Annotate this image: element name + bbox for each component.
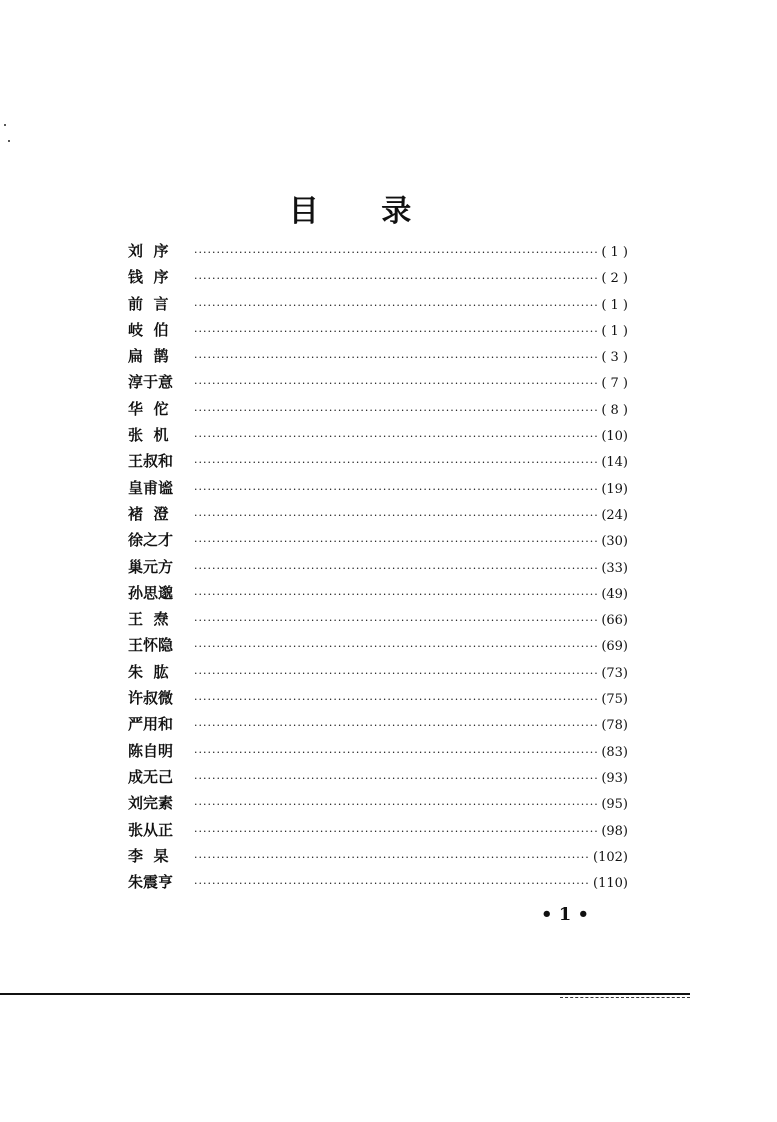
toc-entry-name: 钱 序 [128,268,169,287]
page-title: 目 录 [288,194,438,229]
toc-entry-page: (95) [601,797,628,813]
dot-leader [194,246,597,259]
dot-leader [194,640,597,653]
toc-entry[interactable] [128,687,628,713]
toc-entry-page: (19) [601,481,628,497]
toc-entry-name: 刘 序 [128,242,169,260]
toc-entry-page: (14) [601,455,628,471]
toc-entry-name: 徐之才 [128,531,174,550]
toc-entry-page: (78) [601,718,628,734]
toc-entry-name: 褚 澄 [128,504,169,523]
toc-entry[interactable] [128,740,628,766]
toc-entry-page: ( 1 ) [601,245,628,260]
toc-entry[interactable] [128,266,628,292]
dot-leader [194,483,597,496]
toc-entry-page: (33) [601,560,628,576]
toc-entry-name: 严用和 [128,715,174,734]
scan-speck [4,124,6,126]
toc-entry-name: 岐 伯 [128,320,169,339]
toc-entry-name: 张 机 [128,426,169,445]
toc-entry-page: (69) [601,639,628,655]
toc-entry[interactable] [128,477,628,503]
dot-leader [194,719,597,732]
toc-entry-page: ( 2 ) [601,271,628,287]
toc-entry-name: 成无己 [128,767,174,786]
dot-leader [194,456,597,469]
toc-entry-page: (75) [601,692,628,708]
dot-leader [194,430,597,443]
toc-entry-page: (110) [593,876,628,892]
toc-entry[interactable] [128,345,628,371]
dot-leader [194,851,589,864]
dot-leader [194,404,597,417]
toc-entry-name: 许叔微 [128,689,174,708]
toc-entry[interactable] [128,845,628,871]
dot-leader [194,614,597,627]
toc-entry-name: 前 言 [128,294,169,313]
dot-leader [194,351,597,364]
toc-entry-page: ( 1 ) [601,297,628,313]
toc-entry-page: ( 7 ) [601,376,628,392]
toc-entry[interactable] [128,792,628,818]
toc-entry[interactable] [128,634,628,660]
toc-entry-page: ( 1 ) [601,323,628,339]
dot-leader [194,746,597,759]
toc-entry[interactable] [128,608,628,634]
toc-entry[interactable] [128,819,628,845]
toc-entry[interactable] [128,661,628,687]
dot-leader [194,509,597,522]
toc-entry-name: 朱震亨 [128,873,174,892]
dot-leader [194,798,597,811]
toc-entry-page: (83) [601,744,628,760]
toc-entry-page: (10) [601,429,628,445]
toc-entry-name: 孙思邈 [128,583,174,602]
toc-entry-name: 刘完素 [128,794,174,813]
bottom-rule [0,993,690,995]
toc-entry-page: (66) [601,613,628,629]
toc-entry-page: (30) [601,534,628,550]
toc-entry-page: (98) [601,823,628,839]
toc-entry[interactable] [128,713,628,739]
toc-entry[interactable] [128,371,628,397]
toc-entry[interactable] [128,582,628,608]
dot-leader [194,877,589,890]
toc-entry-page: ( 3 ) [601,350,628,366]
toc-entry-name: 朱 肱 [128,662,169,681]
toc-entry-page: (73) [601,665,628,681]
table-of-contents [128,240,628,897]
bottom-rule-tail [560,997,690,999]
toc-entry[interactable] [128,424,628,450]
toc-entry[interactable] [128,319,628,345]
toc-entry[interactable] [128,450,628,476]
toc-entry-name: 王叔和 [128,452,174,471]
dot-leader [194,299,597,312]
toc-entry[interactable] [128,766,628,792]
toc-entry[interactable] [128,240,628,266]
dot-leader [194,772,597,785]
page-number: • 1 • [540,904,590,925]
dot-leader [194,825,597,838]
scan-speck [8,140,10,142]
toc-entry-name: 李 杲 [128,846,169,865]
toc-entry-page: (49) [601,586,628,602]
toc-entry-name: 淳于意 [128,373,174,392]
toc-entry[interactable] [128,293,628,319]
dot-leader [194,562,597,575]
toc-entry[interactable] [128,556,628,582]
toc-entry-name: 王怀隐 [128,636,174,655]
dot-leader [194,535,597,548]
toc-entry[interactable] [128,503,628,529]
toc-entry-name: 张从正 [128,820,174,839]
toc-entry-name: 皇甫谧 [128,478,174,497]
toc-entry[interactable] [128,529,628,555]
dot-leader [194,693,597,706]
toc-entry-page: (102) [593,849,628,865]
toc-entry-page: ( 8 ) [601,402,628,418]
dot-leader [194,667,597,680]
toc-entry[interactable] [128,871,628,897]
toc-entry-name: 陈自明 [128,741,174,760]
toc-entry-name: 巢元方 [128,557,174,576]
dot-leader [194,272,597,285]
dot-leader [194,588,597,601]
toc-entry-page: (93) [601,770,628,786]
dot-leader [194,325,597,338]
dot-leader [194,377,597,390]
toc-entry-page: (24) [601,507,628,523]
toc-entry-name: 华 佗 [128,399,169,418]
toc-entry[interactable] [128,398,628,424]
toc-entry-name: 王 焘 [128,610,169,629]
toc-entry-name: 扁 鹊 [128,347,169,366]
